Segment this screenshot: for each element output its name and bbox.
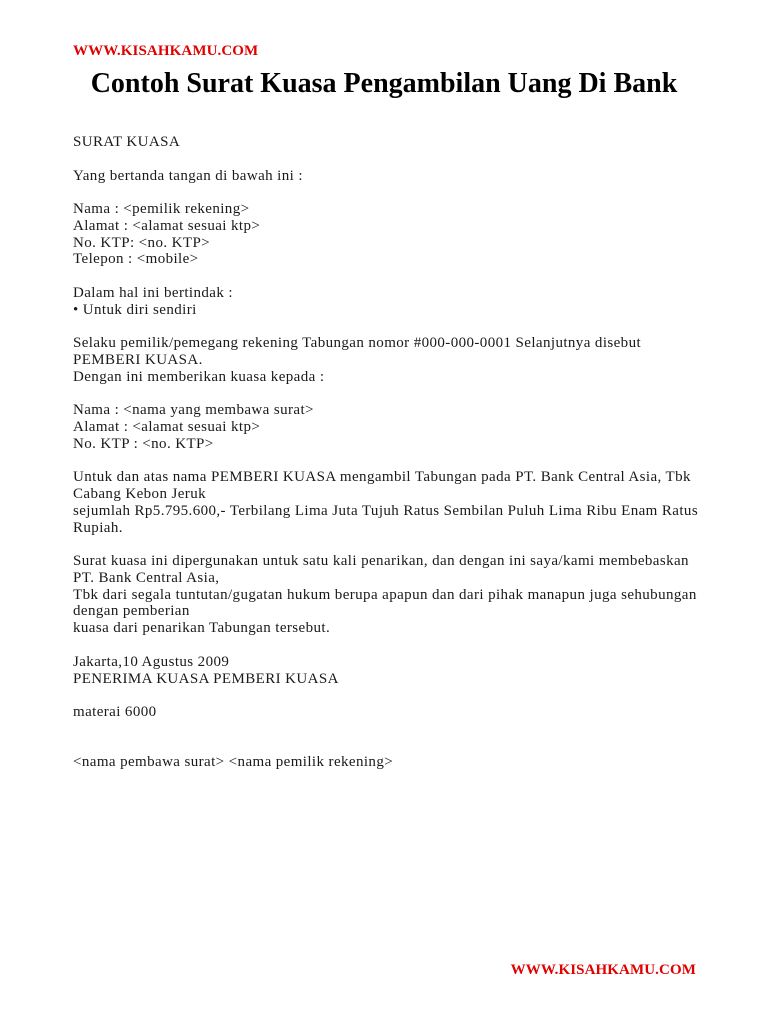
document-title: Contoh Surat Kuasa Pengambilan Uang Di Bank bbox=[90, 68, 678, 99]
grantee-id-card: No. KTP : <no. KTP> bbox=[73, 435, 214, 452]
purpose-line: Untuk dan atas nama PEMBERI KUASA mengambil Tabungan pada PT. Bank Central Asia, Tbk bbox=[73, 469, 691, 486]
release-line: Tbk dari segala tuntutan/gugatan hukum berupa apapun dan dari pihak manapun juga sehubungan bbox=[73, 586, 697, 603]
statement-line: PEMBERI KUASA. bbox=[73, 351, 203, 368]
site-url-footer: WWW.KISAHKAMU.COM bbox=[510, 962, 696, 978]
release-line: kuasa dari penarikan Tabungan tersebut. bbox=[73, 620, 331, 637]
capacity-label: Dalam hal ini bertindak : bbox=[73, 284, 233, 301]
release-line: PT. Bank Central Asia, bbox=[73, 569, 220, 586]
purpose-line: sejumlah Rp5.795.600,- Terbilang Lima Juta Tujuh Ratus Sembilan Puluh Lima Ribu Enam Ratus bbox=[73, 502, 699, 519]
purpose-line: Rupiah. bbox=[73, 519, 123, 536]
stamp-note: materai 6000 bbox=[73, 704, 157, 721]
statement-line: Dengan ini memberikan kuasa kepada : bbox=[73, 368, 325, 385]
grantor-name: Nama : <pemilik rekening> bbox=[73, 201, 250, 218]
letter-body bbox=[73, 134, 763, 771]
site-url-header: WWW.KISAHKAMU.COM bbox=[73, 43, 259, 59]
signatory-labels: PENERIMA KUASA PEMBERI KUASA bbox=[73, 670, 339, 687]
capacity-option: • Untuk diri sendiri bbox=[73, 301, 197, 318]
statement-line: Selaku pemilik/pemegang rekening Tabungan nomor #000-000-0001 Selanjutnya disebut bbox=[73, 335, 642, 352]
release-line: dengan pemberian bbox=[73, 603, 190, 620]
grantor-id-card: No. KTP: <no. KTP> bbox=[73, 234, 211, 251]
letter-intro: Yang bertanda tangan di bawah ini : bbox=[73, 167, 303, 184]
grantor-address: Alamat : <alamat sesuai ktp> bbox=[73, 217, 261, 234]
signatory-names: <nama pembawa surat> <nama pemilik rekening> bbox=[73, 754, 394, 771]
grantee-name: Nama : <nama yang membawa surat> bbox=[73, 402, 314, 419]
purpose-line: Cabang Kebon Jeruk bbox=[73, 486, 207, 503]
grantee-address: Alamat : <alamat sesuai ktp> bbox=[73, 419, 261, 436]
letter-heading: SURAT KUASA bbox=[73, 134, 181, 150]
release-line: Surat kuasa ini dipergunakan untuk satu kali penarikan, dan dengan ini saya/kami membebaskan bbox=[73, 553, 689, 570]
place-date: Jakarta,10 Agustus 2009 bbox=[73, 653, 230, 670]
grantor-phone: Telepon : <mobile> bbox=[73, 251, 199, 268]
